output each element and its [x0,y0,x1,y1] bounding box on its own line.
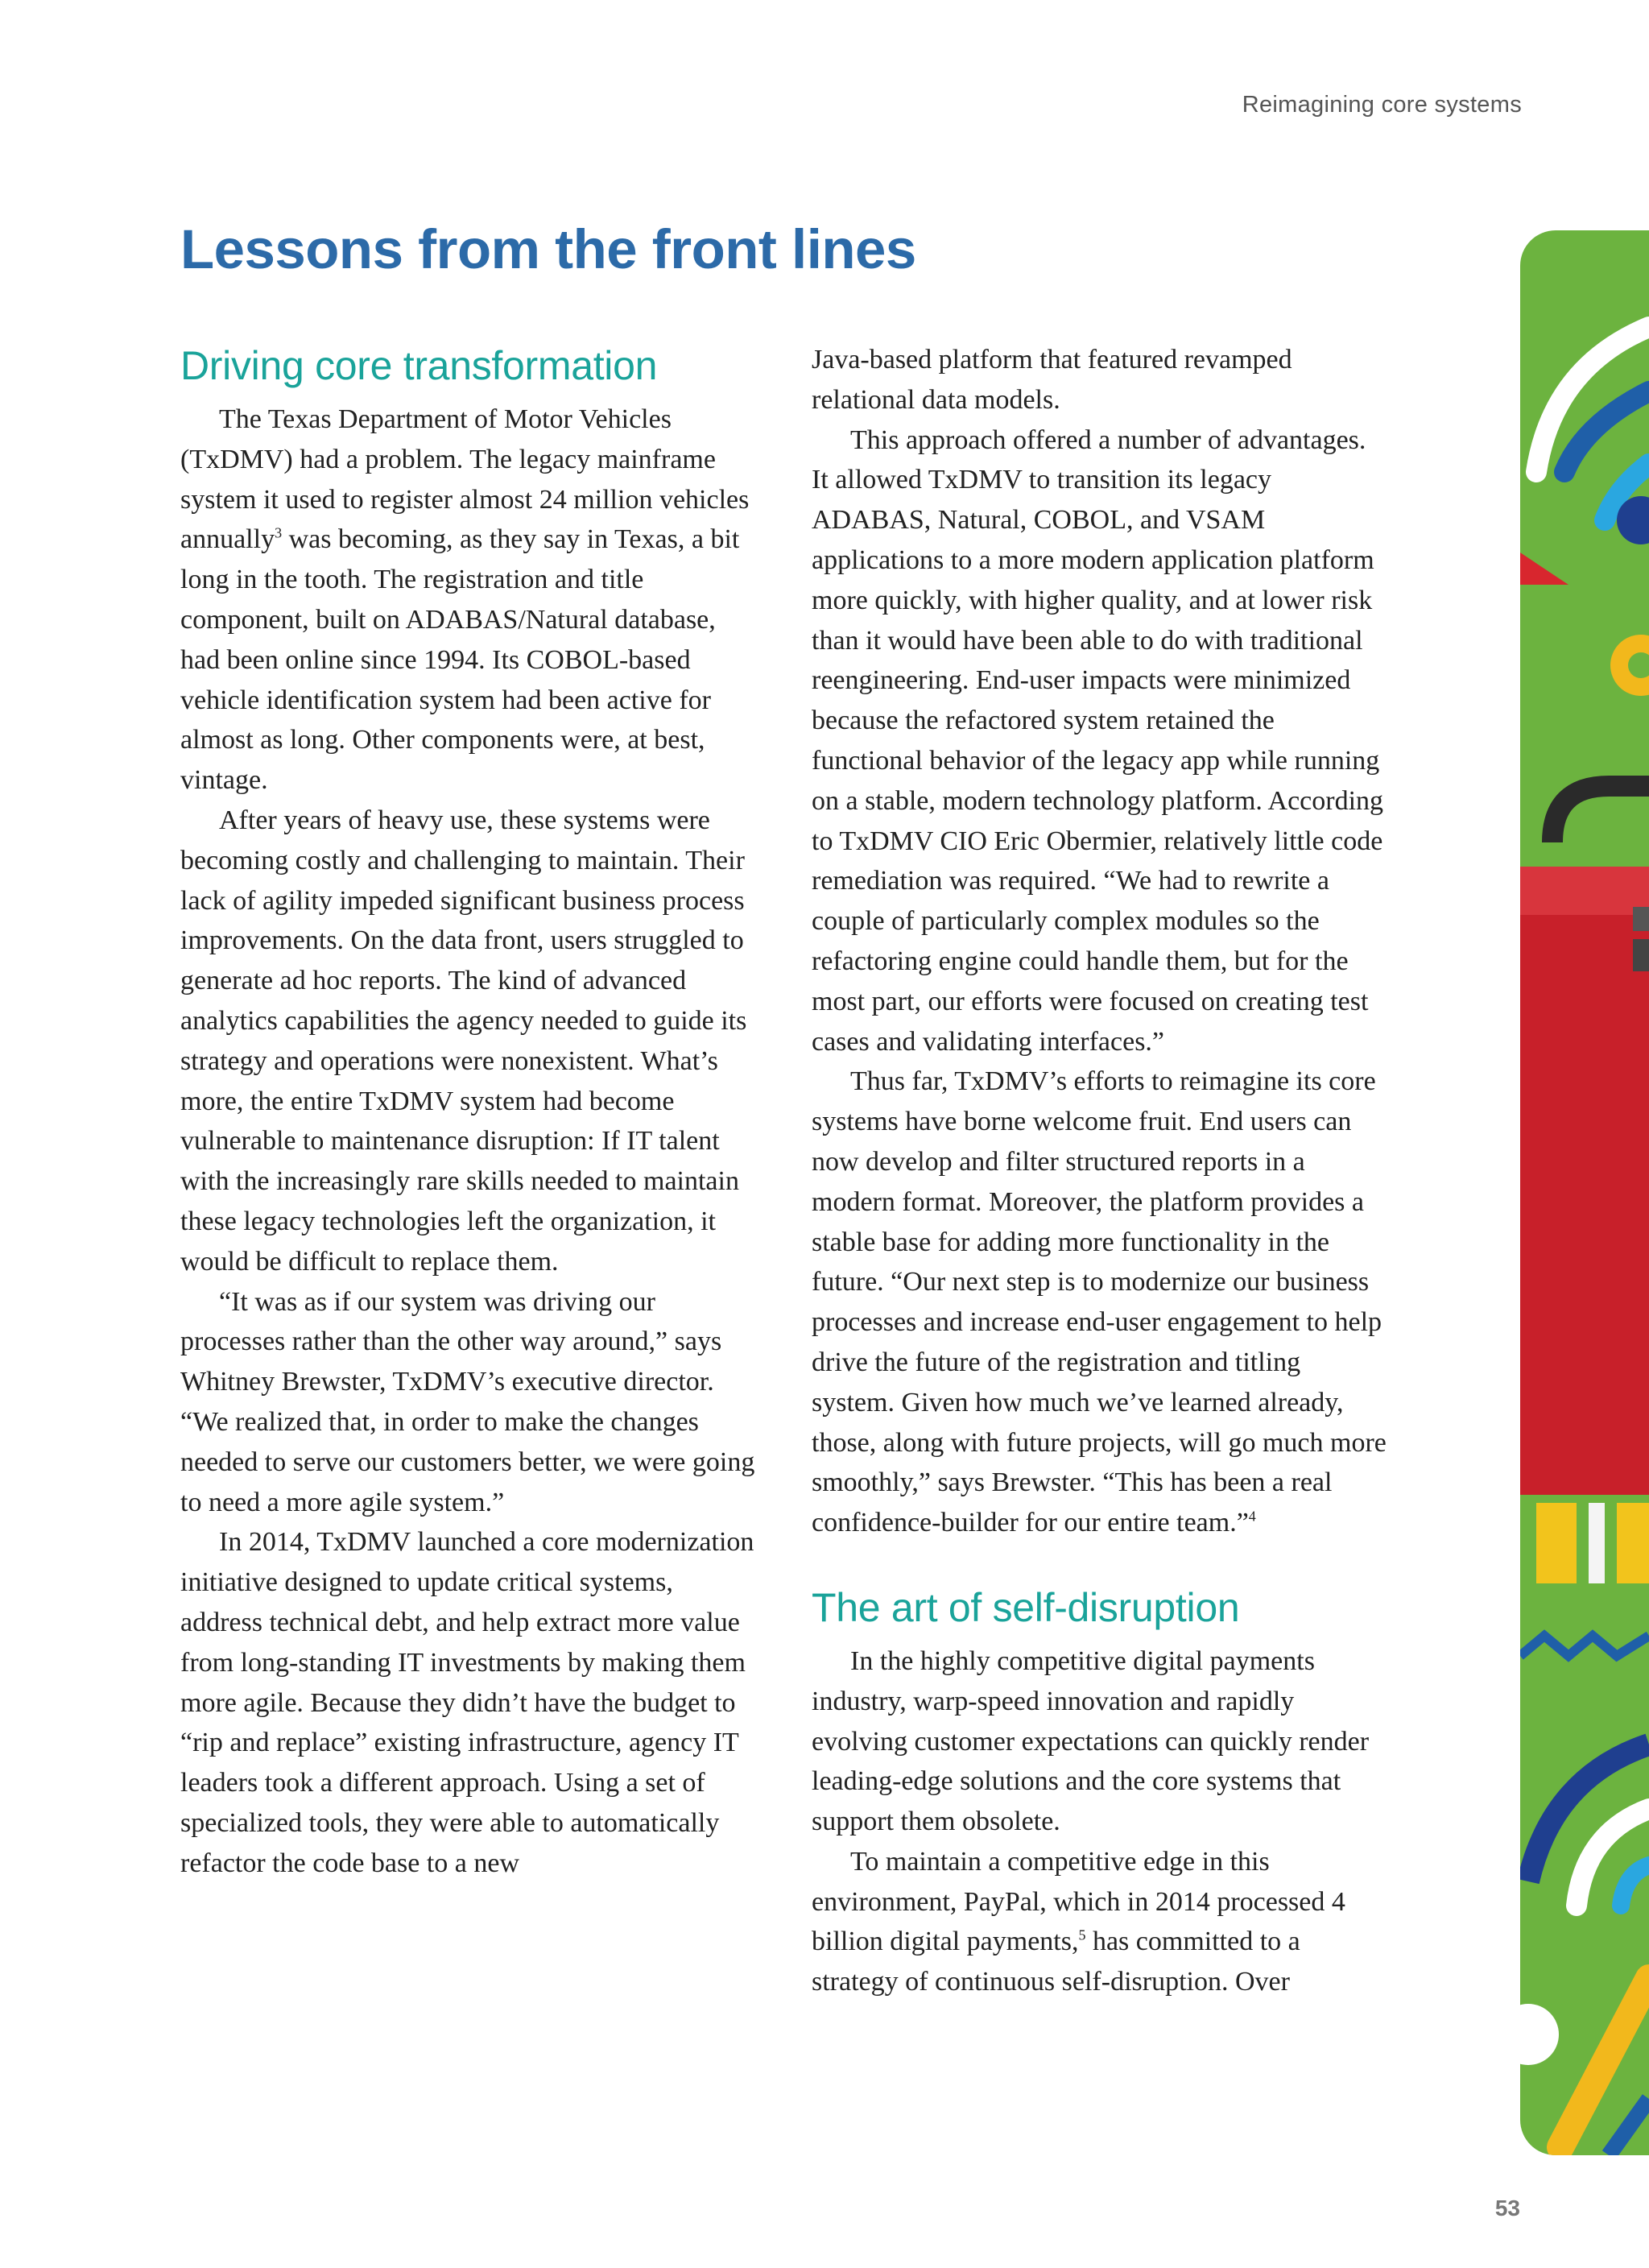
footnote-ref-3[interactable]: 3 [275,525,283,542]
running-head: Reimagining core systems [1242,92,1522,118]
paragraph-text: The Texas Department of Motor Vehicles (TxDMV) had a problem. The legacy mainframe system it used to register almost 24 million vehicles annually [180,404,750,555]
body-paragraph: After years of heavy use, these systems were becoming costly and challenging to maintain. Their lack of agility impeded significant business process improvements. On the data front, users struggled to generate ad hoc reports. The kind of advanced analytics capabilities the agency needed to guide its strategy and operations were nonexistent. What’s more, the entire TxDMV system had become vulnerable to maintenance disruption: If IT talent with the increasingly rare skills needed to maintain these legacy technologies left the organization, it would be difficult to replace them. [180,805,747,1277]
right-column [812,340,1387,2002]
paragraph-text: To maintain a competitive edge in this environment, PayPal, which in 2014 processed 4 billion digital payments, [812,1846,1345,1957]
body-paragraph [812,1062,1387,1543]
body-paragraph: This approach offered a number of advantages. It allowed TxDMV to transition its legacy ADABAS, Natural, COBOL, and VSAM applications to a more modern application platform more quickly, with higher quality, and at lower risk than it would have been able to do with traditional reengineering. End-user impacts were minimized because the refactored system retained the functional behavior of the legacy app while running on a stable, modern technology platform. According to TxDMV CIO Eric Obermier, relatively little code remediation was required. “We had to rewrite a couple of particularly complex modules so the refactoring engine could handle them, but for the most part, our efforts were focused on creating test cases and validating interfaces.” [812,424,1384,1057]
left-column [180,340,760,1883]
footnote-ref-5[interactable]: 5 [1078,1927,1086,1944]
body-paragraph: In the highly competitive digital payments industry, warp-speed innovation and rapidly evolving customer expectations can quickly render leading-edge solutions and the core systems that support them obsolete. [812,1645,1370,1837]
body-paragraph [812,1842,1387,2002]
paragraph-text: was becoming, as they say in Texas, a bit long in the tooth. The registration and title component, built on ADABAS/Natural database, had been online since 1994. Its COBOL-based vehicle identification system had been active for almost as long. Other components were, at best, vintage. [180,524,740,796]
paragraph-text: Thus far, TxDMV’s efforts to reimagine its core systems have borne welcome fruit. End users can now develop and filter structured reports in a modern format. Moreover, the platform provides a stable base for adding more functionality in the future. “Our next step is to modernize our business processes and increase end-user engagement to help drive the future of the registration and titling system. Given how much we’ve learned already, those, along with future projects, will go much more smoothly,” says Brewster. “This has been a real confidence-builder for our entire team.” [812,1066,1387,1538]
toolbox-illustration [1520,230,1649,2155]
body-paragraph: In 2014, TxDMV launched a core modernization initiative designed to update critical systems, address technical debt, and help extract more value from long-standing IT investments by making them more agile. Because they didn’t have the budget to “rip and replace” existing infrastructure, agency IT leaders took a different approach. Using a set of specialized tools, they were able to automatically refactor the code base to a new [180,1527,754,1878]
yellow-block-shape [1536,1503,1577,1583]
section-heading-art-of-self-disruption: The art of self-disruption [812,1584,1240,1630]
body-paragraph-continued: Java-based platform that featured revamped relational data models. [812,345,1292,415]
red-toolbox-shape [1520,867,1649,1495]
decorative-illustration-strip [1520,230,1649,2155]
section-heading-driving-core-transformation: Driving core transformation [180,343,658,388]
footnote-ref-4[interactable]: 4 [1248,1508,1256,1525]
page-number: 53 [1494,2196,1520,2220]
body-paragraph [180,399,760,801]
paragraph-text: has committed to a strategy of continuous self-disruption. Over [812,1927,1300,1997]
page-title: Lessons from the front lines [180,218,916,280]
body-paragraph: “It was as if our system was driving our processes rather than the other way around,” says Whitney Brewster, TxDMV’s executive director. “We realized that, in order to make the changes needed to serve our customers better, we were going to need a more agile system.” [180,1286,755,1517]
